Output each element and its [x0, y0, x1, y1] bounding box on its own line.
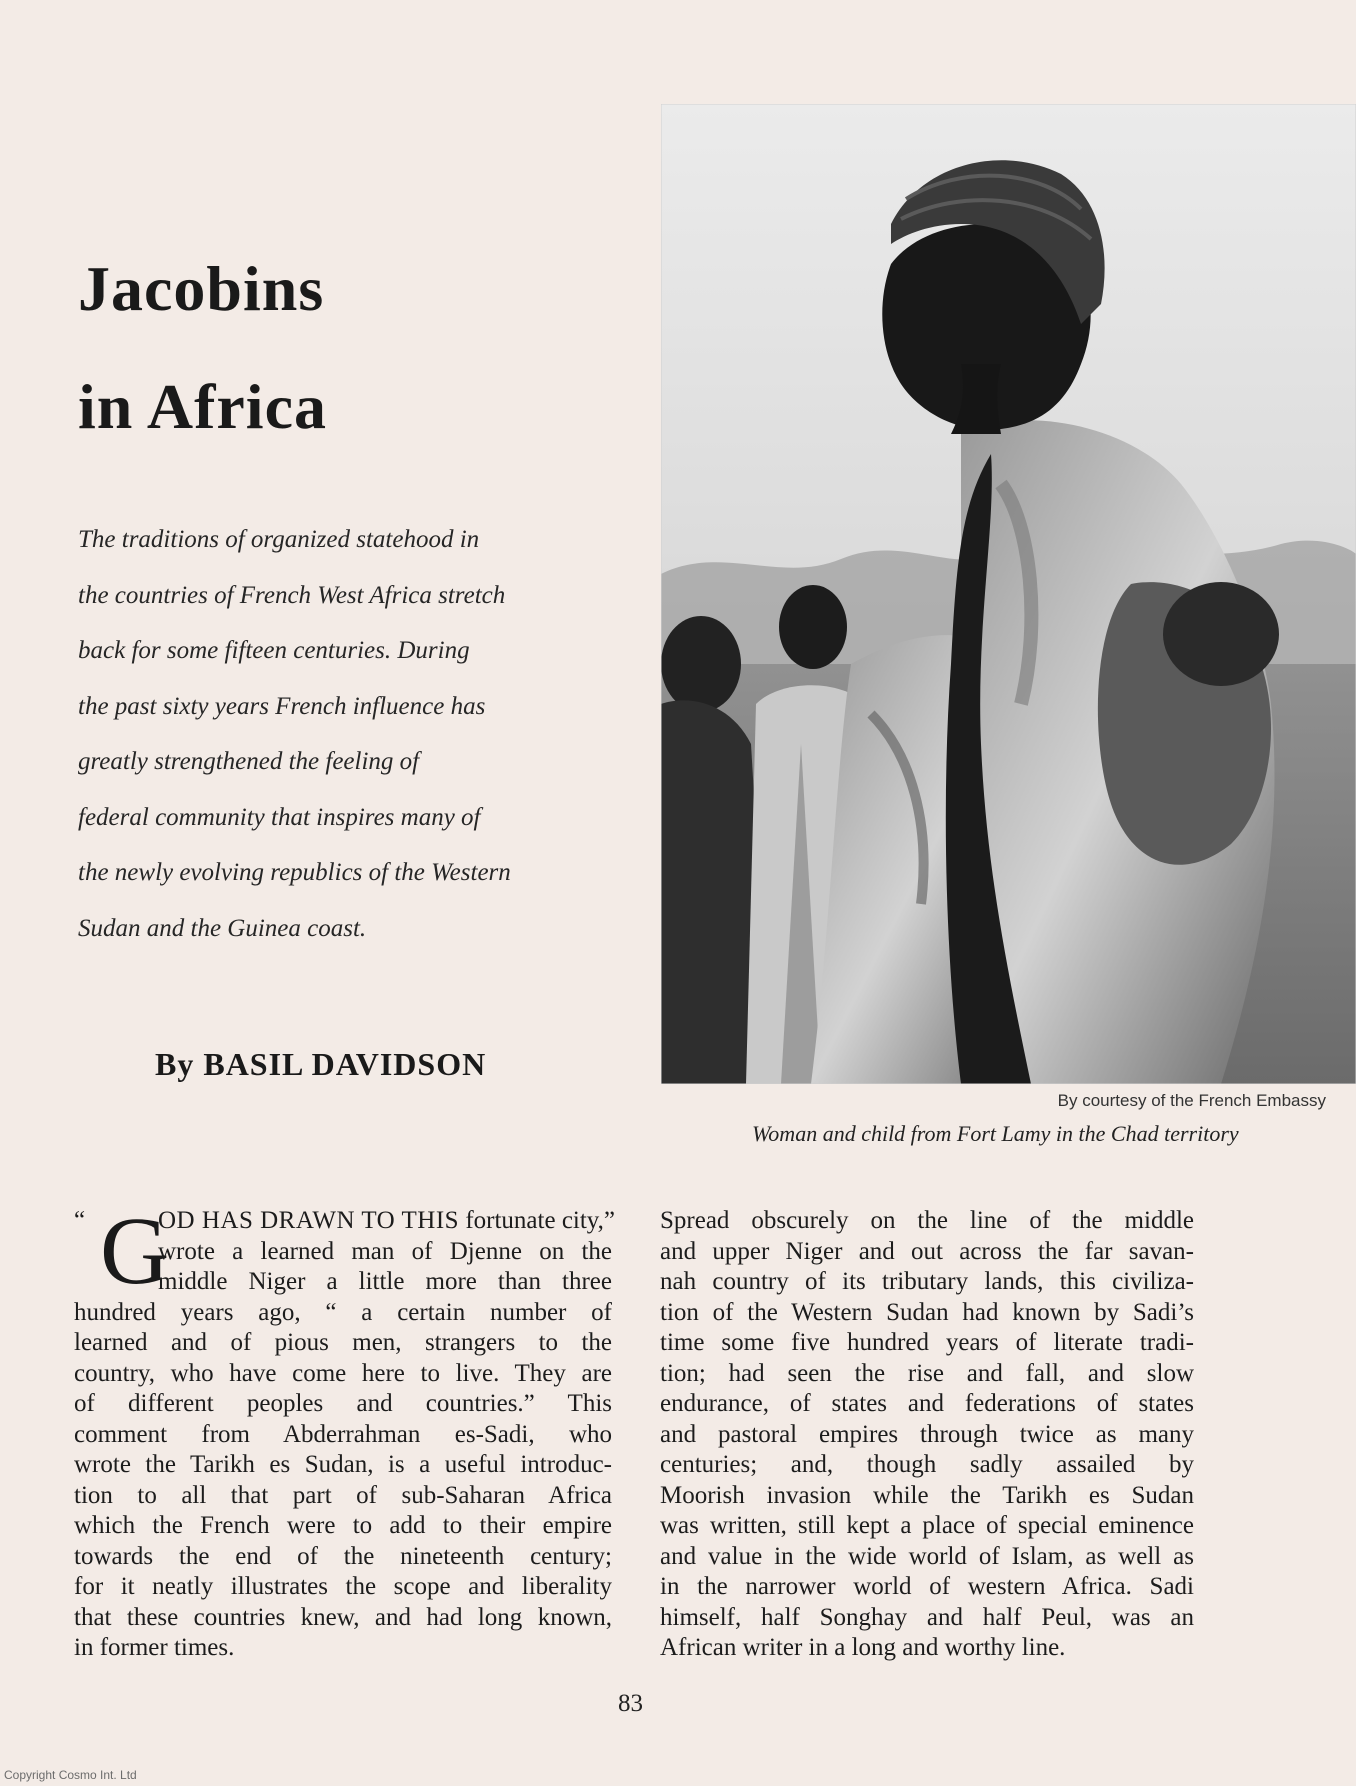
lead-in-small-caps: OD HAS DRAWN TO THIS: [158, 1207, 460, 1234]
body-line: centuries; and, though sadly assailed by: [660, 1451, 1194, 1478]
body-column-right: [660, 1206, 1194, 1664]
body-line: in former times.: [74, 1634, 235, 1661]
standfirst-line: federal community that inspires many of: [78, 803, 481, 831]
page-number: 83: [618, 1690, 643, 1717]
body-line: endurance, of states and federations of states: [660, 1390, 1194, 1417]
body-line: which the French were to add to their empire: [74, 1512, 612, 1539]
body-line: learned and of pious men, strangers to the: [74, 1329, 612, 1356]
body-line: that these countries knew, and had long known,: [74, 1603, 612, 1631]
standfirst-line: back for some fifteen centuries. During: [78, 637, 470, 664]
drop-cap: G: [100, 1197, 170, 1304]
body-line: and upper Niger and out across the far savan-: [660, 1237, 1194, 1265]
standfirst-line: the newly evolving republics of the Western: [78, 859, 511, 886]
body-line: of different peoples and countries.” This: [74, 1390, 612, 1417]
body-line: and pastoral empires through twice as many: [660, 1420, 1194, 1448]
standfirst-line: greatly strengthened the feeling of: [78, 748, 420, 775]
body-line: African writer in a long and worthy line.: [660, 1634, 1066, 1661]
standfirst-line: The traditions of organized statehood in: [78, 526, 480, 553]
standfirst-line: Sudan and the Guinea coast.: [78, 914, 367, 942]
body-line: himself, half Songhay and half Peul, was an: [660, 1603, 1194, 1631]
body-line: towards the end of the nineteenth century;: [74, 1542, 612, 1570]
body-line: tion to all that part of sub-Saharan Africa: [74, 1481, 612, 1509]
opening-quote-mark: “: [74, 1207, 86, 1234]
body-line: for it neatly illustrates the scope and liberality: [74, 1573, 612, 1600]
body-line: tion of the Western Sudan had known by Sadi’s: [660, 1298, 1194, 1326]
body-line: country, who have come here to live. They are: [74, 1359, 612, 1387]
standfirst-line: the past sixty years French influence has: [78, 692, 486, 720]
body-line: was written, still kept a place of special eminence: [660, 1512, 1194, 1539]
body-line: nah country of its tributary lands, this civiliza-: [660, 1268, 1194, 1295]
body-line: wrote the Tarikh es Sudan, is a useful introduc-: [74, 1451, 612, 1478]
title-line-1: Jacobins: [78, 253, 325, 324]
body-line: Spread obscurely on the line of the middle: [660, 1207, 1194, 1234]
body-line: Moorish invasion while the Tarikh es Sudan: [660, 1481, 1194, 1509]
byline: By BASIL DAVIDSON: [155, 1046, 487, 1082]
body-line: comment from Abderrahman es-Sadi, who: [74, 1420, 612, 1448]
article-photo: [661, 104, 1356, 1084]
body-line: and value in the wide world of Islam, as well as: [660, 1542, 1194, 1570]
copyright-notice: Copyright Cosmo Int. Ltd: [4, 1768, 137, 1782]
body-line: wrote a learned man of Djenne on the: [158, 1237, 612, 1265]
photo-caption: Woman and child from Fort Lamy in the Chad territory: [752, 1121, 1239, 1146]
photo-illustration: [661, 104, 1356, 1084]
body-line: tion; had seen the rise and fall, and slow: [660, 1359, 1194, 1387]
article-title: [78, 230, 327, 466]
body-line: in the narrower world of western Africa. Sadi: [660, 1573, 1194, 1600]
body-line: hundred years ago, “ a certain number of: [74, 1298, 612, 1326]
standfirst-line: the countries of French West Africa stretch: [78, 581, 506, 609]
title-line-2: in Africa: [78, 371, 327, 442]
body-line: time some five hundred years of literate tradi-: [660, 1329, 1194, 1356]
body-line-first: [74, 1206, 616, 1237]
standfirst: [78, 512, 598, 956]
body-column-left: [74, 1197, 616, 1664]
photo-credit: By courtesy of the French Embassy: [1057, 1091, 1326, 1110]
body-line-text: fortunate city,”: [465, 1207, 616, 1234]
body-line: middle Niger a little more than three: [158, 1268, 612, 1295]
